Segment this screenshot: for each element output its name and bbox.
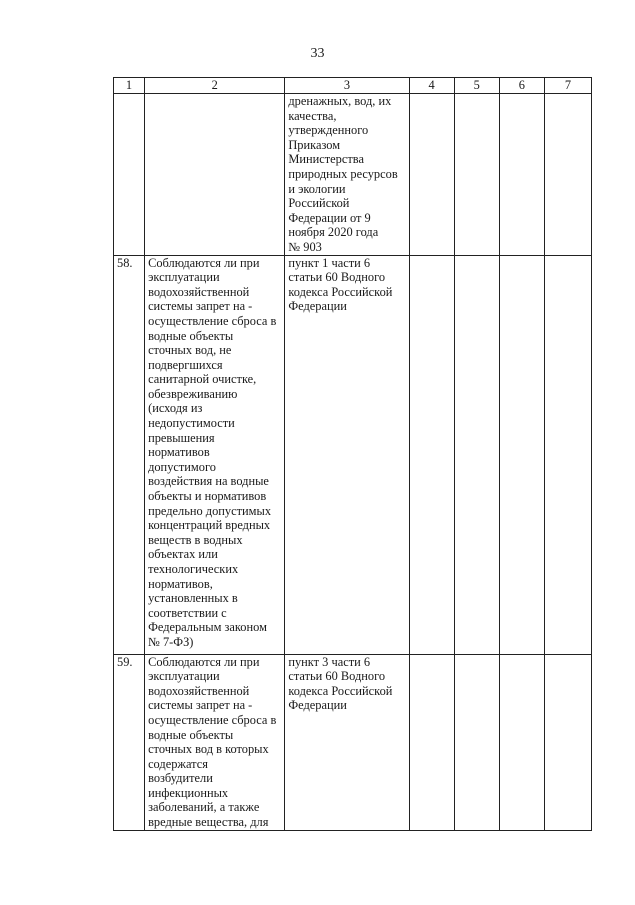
basis-line: Федерации (288, 299, 347, 314)
question-line: Соблюдаются ли при (148, 654, 260, 669)
question-line: водохозяйственной (148, 683, 250, 698)
basis-line: статьи 60 Водного (288, 270, 386, 285)
question-line: недопустимости (148, 416, 235, 431)
question-line: установленных в (148, 591, 238, 606)
question-line: Федеральным законом (148, 620, 267, 635)
basis-line: Приказом (288, 137, 341, 152)
question-line: предельно допустимых (148, 503, 272, 518)
question-line: № 7-ФЗ) (148, 634, 194, 649)
question-line: веществ в водных (148, 532, 243, 547)
question-line: воздействия на водные (148, 474, 269, 489)
question-line: допустимого (148, 459, 216, 474)
empty-cell-col-7 (544, 94, 591, 256)
empty-cell-col-5 (454, 654, 499, 830)
table-row (114, 255, 592, 654)
row-number (114, 94, 145, 256)
legal-basis (285, 94, 409, 256)
empty-cell-col-4 (409, 255, 454, 654)
requirement-question (145, 94, 285, 256)
header-cell: 2 (145, 78, 285, 94)
question-line: Соблюдаются ли при (148, 255, 260, 270)
empty-cell-col-6 (499, 255, 544, 654)
basis-line: кодекса Российской (288, 284, 393, 299)
question-line: (исходя из (148, 401, 203, 416)
question-line: сточных вод в которых (148, 742, 269, 757)
question-line: технологических (148, 562, 239, 576)
question-line: заболеваний, а также (148, 800, 260, 815)
row-number: 58. (114, 255, 145, 654)
question-line: санитарной очистке, (148, 372, 257, 387)
question-line: инфекционных (148, 785, 229, 800)
question-line: системы запрет на - (148, 299, 253, 314)
question-line: водные объекты (148, 328, 234, 343)
empty-cell-col-5 (454, 94, 499, 256)
requirements-table (113, 77, 592, 831)
question-line: превышения (148, 430, 215, 445)
header-cell: 3 (285, 78, 409, 94)
requirement-question (145, 255, 285, 654)
question-line: осуществление сброса в (148, 712, 277, 727)
question-line: водохозяйственной (148, 284, 250, 299)
empty-cell-col-4 (409, 654, 454, 830)
legal-basis (285, 255, 409, 654)
basis-line: статьи 60 Водного (288, 669, 386, 684)
question-line: водные объекты (148, 727, 234, 742)
question-line: подвергшихся (148, 357, 223, 372)
question-line: объекты и нормативов (148, 489, 267, 504)
question-line: концентраций вредных (148, 518, 271, 533)
question-line: обезвреживанию (148, 386, 238, 401)
question-line: эксплуатации (148, 669, 220, 684)
basis-line: и экологии (288, 181, 346, 196)
basis-line: качества, (288, 108, 337, 123)
question-line: возбудители (148, 771, 213, 786)
basis-line: дренажных, вод, их (288, 94, 392, 108)
empty-cell-col-6 (499, 654, 544, 830)
empty-cell-col-7 (544, 255, 591, 654)
question-line: эксплуатации (148, 270, 220, 285)
basis-line: кодекса Российской (288, 683, 393, 698)
empty-cell-col-4 (409, 94, 454, 256)
header-cell: 4 (409, 78, 454, 94)
question-line: сточных вод, не (148, 343, 232, 358)
header-cell: 1 (114, 78, 145, 94)
question-line: нормативов, (148, 576, 213, 591)
basis-line: Федерации (288, 698, 347, 713)
empty-cell-col-5 (454, 255, 499, 654)
basis-line: утвержденного (288, 123, 369, 138)
basis-line: Федерации от 9 (288, 210, 371, 225)
question-line: объектах или (148, 547, 218, 562)
legal-basis (285, 654, 409, 830)
basis-line: Российской (288, 196, 350, 211)
table-row (114, 654, 592, 830)
basis-line: ноября 2020 года (288, 225, 379, 240)
header-cell: 5 (454, 78, 499, 94)
page-number: 33 (310, 46, 325, 61)
question-line: осуществление сброса в (148, 313, 277, 328)
row-number: 59. (114, 654, 145, 830)
question-line: нормативов (148, 445, 210, 460)
basis-line: природных ресурсов (288, 166, 398, 181)
empty-cell-col-6 (499, 94, 544, 256)
question-line: системы запрет на - (148, 698, 253, 713)
header-cell: 7 (544, 78, 591, 94)
requirement-question (145, 654, 285, 830)
table-header-row (114, 78, 592, 94)
basis-line: № 903 (288, 239, 322, 254)
empty-cell-col-7 (544, 654, 591, 830)
basis-line: Министерства (288, 152, 364, 167)
question-line: соответствии с (148, 605, 227, 620)
basis-line: пункт 3 части 6 (288, 654, 371, 669)
question-line: вредные вещества, для (148, 815, 269, 830)
table-row (114, 94, 592, 256)
header-cell: 6 (499, 78, 544, 94)
basis-line: пункт 1 части 6 (288, 255, 371, 270)
question-line: содержатся (148, 756, 208, 771)
